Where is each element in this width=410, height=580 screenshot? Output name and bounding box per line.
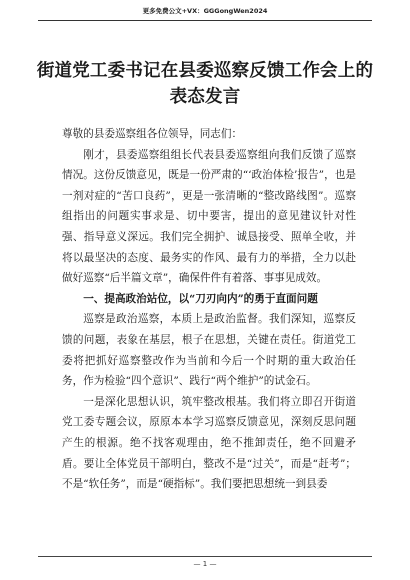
document-title: 街道党工委书记在县委巡察反馈工作会上的表态发言: [36, 61, 374, 107]
section-heading: 一、提高政治站位，以“刀刃向内”的勇于直面问题: [83, 292, 318, 305]
paragraph-section-1: 巡察是政治巡察，本质上是政治监督。我们深知，巡察反馈的问题，表象在基层，根子在思想，关键在责任。街道党工委将把抓好巡察整改作为当前和今后一个时期的重大政治任务，作为检验“四个意识”、践行“两个维护”的试金石。: [62, 313, 356, 388]
paragraph-section-2: 一是深化思想认识，筑牢整改根基。我们将立即召开街道党工委专题会议，原原本本学习巡察反馈意见，深刻反思问题产生的根源。绝不找客观理由，绝不推卸责任，绝不回避矛盾。要让全体党员干部明白，整改不是“过关”，而是“赶考”；不是“软任务”，而是“硬指标”。我们要把思想统一到县委: [62, 395, 356, 491]
paragraph-intro: 刚才，县委巡察组组长代表县委巡察组向我们反馈了巡察情况。这份反馈意见，既是一份严肃的“‘政治体检’报告”，也是一剂对症的“苦口良药”，更是一张清晰的“整改路线图”。巡察组指出的问题实事求是、切中要害，提出的意见建议针对性强、指导意义深远。我们完全拥护、诚恳接受、照单全收，并将以最坚决的态度、最务实的作风、最有力的举措，全力以赴做好巡察“后半篇文章”，确保件件有着落、事事见成效。: [62, 148, 356, 285]
footer-divider: [38, 556, 372, 557]
salutation: 尊敬的县委巡察组各位领导，同志们：: [62, 128, 243, 140]
document-body: [62, 124, 356, 495]
header-divider: [38, 20, 372, 21]
header-note: 更多免费公文+VX：GGGongWen2024: [142, 7, 268, 15]
page-number: — 1 —: [193, 560, 217, 568]
